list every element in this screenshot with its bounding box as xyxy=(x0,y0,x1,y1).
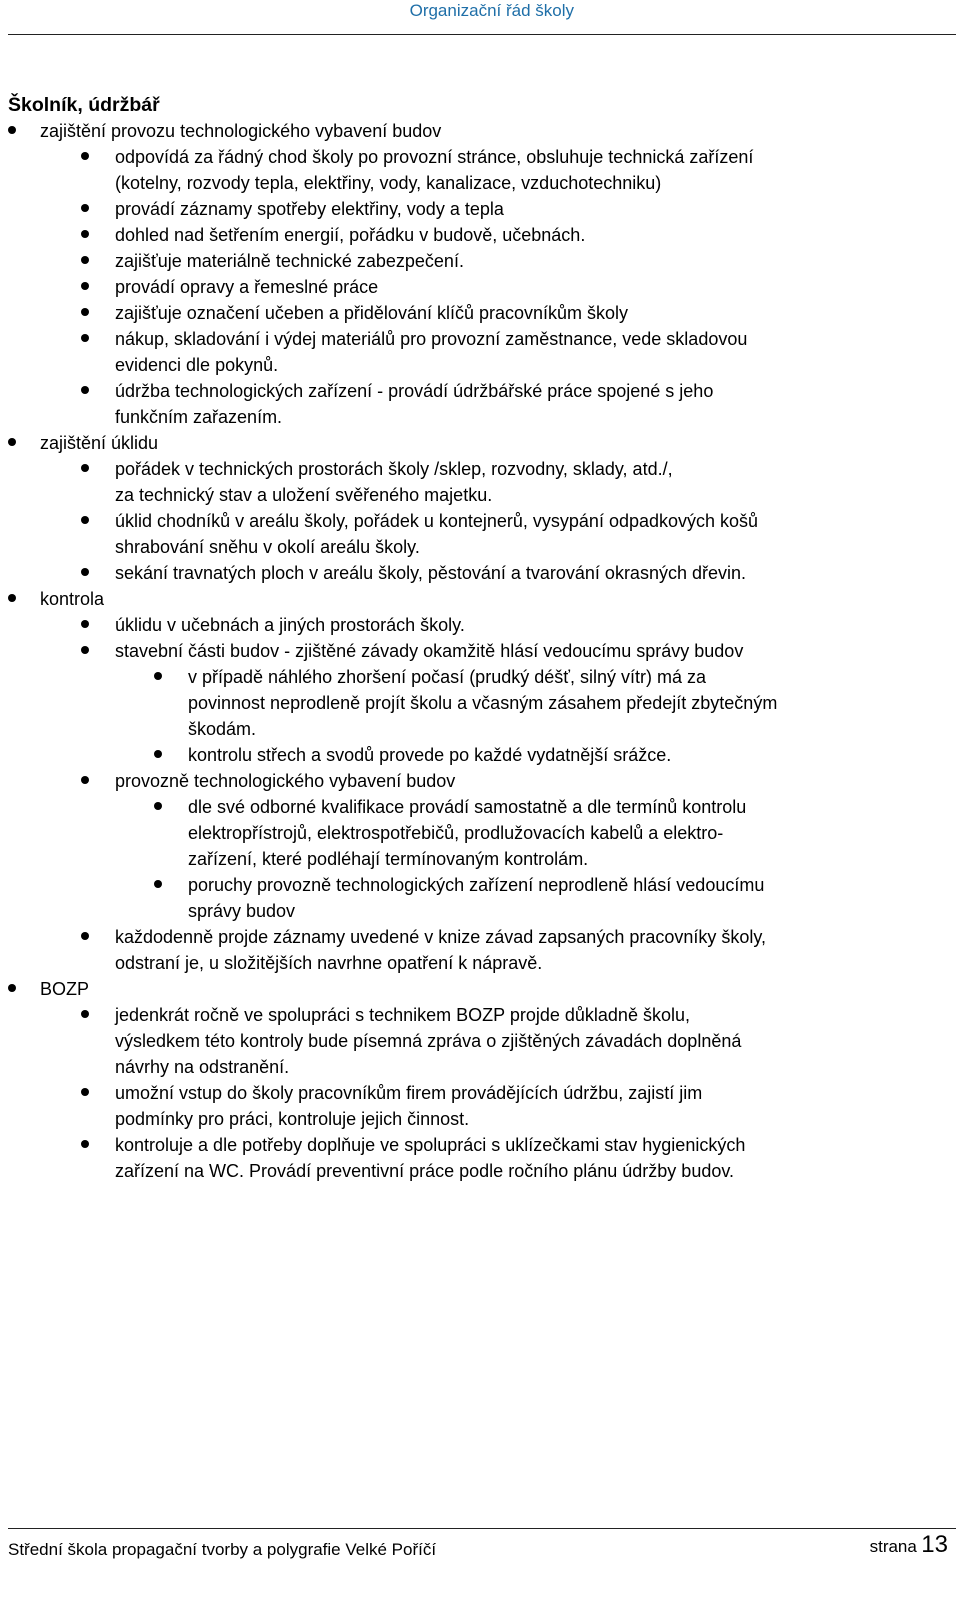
bullet-icon xyxy=(81,516,89,524)
list-item-line xyxy=(8,898,956,924)
list-item-text: zajištění provozu technologického vybavení budov xyxy=(40,121,442,141)
list-item-text: provádí opravy a řemeslné práce xyxy=(115,277,379,297)
list-item-text: povinnost neprodleně projít školu a včasným zásahem předejít zbytečným xyxy=(188,693,778,713)
list-item-line xyxy=(8,1080,956,1106)
list-item-level-2 xyxy=(8,638,956,664)
list-item-level-3 xyxy=(8,872,956,924)
list-item-level-2 xyxy=(8,768,956,794)
duty-list xyxy=(8,118,956,1184)
list-item-line xyxy=(8,664,956,690)
list-item-line xyxy=(8,430,956,456)
list-item-level-3 xyxy=(8,742,956,768)
list-item-line xyxy=(8,846,956,872)
page-number: 13 xyxy=(921,1531,948,1558)
list-item-text: návrhy na odstranění. xyxy=(115,1057,290,1077)
footer-divider xyxy=(8,1528,956,1529)
list-item-line xyxy=(8,586,956,612)
list-item-text: pořádek v technických prostorách školy /sklep, rozvodny, sklady, atd./, xyxy=(115,459,673,479)
list-item-line xyxy=(8,144,956,170)
list-item-text: elektropřístrojů, elektrospotřebičů, prodlužovacích kabelů a elektro- xyxy=(188,823,724,843)
list-item-text: umožní vstup do školy pracovníkům firem provádějících údržbu, zajistí jim xyxy=(115,1083,703,1103)
list-item-level-2 xyxy=(8,1132,956,1184)
bullet-icon xyxy=(81,776,89,784)
list-item-text: každodenně projde záznamy uvedené v knize závad zapsaných pracovníky školy, xyxy=(115,927,767,947)
bullet-icon xyxy=(81,230,89,238)
list-item-text: dle své odborné kvalifikace provádí samostatně a dle termínů kontrolu xyxy=(188,797,747,817)
list-item-line xyxy=(8,768,956,794)
list-item-line xyxy=(8,196,956,222)
bullet-icon xyxy=(8,594,16,602)
list-item-line xyxy=(8,924,956,950)
list-item-level-3 xyxy=(8,664,956,742)
list-item-line xyxy=(8,170,956,196)
bullet-icon xyxy=(81,568,89,576)
bullet-icon xyxy=(154,672,162,680)
list-item-line xyxy=(8,820,956,846)
list-item-text: odpovídá za řádný chod školy po provozní stránce, obsluhuje technická zařízení xyxy=(115,147,754,167)
bullet-icon xyxy=(154,880,162,888)
list-item-text: (kotelny, rozvody tepla, elektřiny, vody, kanalizace, vzduchotechniku) xyxy=(115,173,662,193)
list-item-line xyxy=(8,378,956,404)
list-item-text: kontrolu střech a svodů provede po každé vydatnější srážce. xyxy=(188,745,672,765)
list-item-line xyxy=(8,456,956,482)
list-item-line xyxy=(8,352,956,378)
list-item-line xyxy=(8,794,956,820)
footer-page-info xyxy=(870,1531,948,1559)
list-item-level-2 xyxy=(8,196,956,222)
list-item-text: výsledkem této kontroly bude písemná zpráva o zjištěných závadách doplněná xyxy=(115,1031,742,1051)
bullet-icon xyxy=(81,334,89,342)
list-item-line xyxy=(8,1002,956,1028)
list-item-level-3 xyxy=(8,794,956,872)
list-item-text: zařízení na WC. Provádí preventivní práce podle ročního plánu údržby budov. xyxy=(115,1161,735,1181)
list-item-line xyxy=(8,274,956,300)
list-item-text: kontroluje a dle potřeby doplňuje ve spolupráci s uklízečkami stav hygienických xyxy=(115,1135,746,1155)
list-item-text: evidenci dle pokynů. xyxy=(115,355,279,375)
bullet-icon xyxy=(81,1140,89,1148)
list-item-level-2 xyxy=(8,222,956,248)
list-item-level-2 xyxy=(8,612,956,638)
list-item-text: za technický stav a uložení svěřeného majetku. xyxy=(115,485,493,505)
list-item-text: dohled nad šetřením energií, pořádku v budově, učebnách. xyxy=(115,225,586,245)
list-item-text: zajišťuje materiálně technické zabezpečení. xyxy=(115,251,464,271)
list-item-line xyxy=(8,534,956,560)
bullet-icon xyxy=(81,386,89,394)
header-title: Organizační řád školy xyxy=(409,1,574,20)
bullet-icon xyxy=(81,1088,89,1096)
list-item-level-2 xyxy=(8,326,956,378)
list-item-line xyxy=(8,222,956,248)
header-divider xyxy=(8,34,956,35)
list-item-level-2 xyxy=(8,274,956,300)
list-item-line xyxy=(8,1158,956,1184)
bullet-icon xyxy=(154,802,162,810)
list-item-level-2 xyxy=(8,248,956,274)
bullet-icon xyxy=(81,464,89,472)
bullet-icon xyxy=(81,1010,89,1018)
list-item-line xyxy=(8,326,956,352)
list-item-line xyxy=(8,300,956,326)
bullet-icon xyxy=(81,646,89,654)
list-item-line xyxy=(8,690,956,716)
list-item-level-1 xyxy=(8,430,956,456)
list-item-line xyxy=(8,638,956,664)
list-item-line xyxy=(8,950,956,976)
section-title: Školník, údržbář xyxy=(8,94,160,116)
bullet-icon xyxy=(8,126,16,134)
list-item-text: škodám. xyxy=(188,719,257,739)
list-item-line xyxy=(8,1106,956,1132)
bullet-icon xyxy=(81,282,89,290)
list-item-text: sekání travnatých ploch v areálu školy, pěstování a tvarování okrasných dřevin. xyxy=(115,563,746,583)
list-item-text: kontrola xyxy=(40,589,105,609)
list-item-line xyxy=(8,248,956,274)
list-item-text: odstraní je, u složitějších navrhne opatření k nápravě. xyxy=(115,953,543,973)
page-footer xyxy=(8,1528,956,1588)
list-item-line xyxy=(8,118,956,144)
list-item-line xyxy=(8,976,956,1002)
list-item-text: provozně technologického vybavení budov xyxy=(115,771,456,791)
list-item-line xyxy=(8,1132,956,1158)
list-item-text: zařízení, které podléhají termínovaným kontrolám. xyxy=(188,849,589,869)
bullet-icon xyxy=(81,256,89,264)
list-item-level-2 xyxy=(8,456,956,508)
list-item-text: zajišťuje označení učeben a přidělování klíčů pracovníkům školy xyxy=(115,303,629,323)
bullet-icon xyxy=(81,620,89,628)
list-item-text: správy budov xyxy=(188,901,296,921)
list-item-text: podmínky pro práci, kontroluje jejich činnost. xyxy=(115,1109,470,1129)
list-item-level-2 xyxy=(8,1080,956,1132)
list-item-text: úklid chodníků v areálu školy, pořádek u kontejnerů, vysypání odpadkových košů xyxy=(115,511,759,531)
list-item-text: v případě náhlého zhoršení počasí (prudký déšť, silný vítr) má za xyxy=(188,667,707,687)
list-item-level-2 xyxy=(8,560,956,586)
list-item-text: jedenkrát ročně ve spolupráci s technikem BOZP projde důkladně školu, xyxy=(115,1005,690,1025)
list-item-level-2 xyxy=(8,508,956,560)
list-item-line xyxy=(8,872,956,898)
list-item-level-1 xyxy=(8,976,956,1002)
list-item-line xyxy=(8,742,956,768)
page-header xyxy=(0,0,960,36)
list-item-text: zajištění úklidu xyxy=(40,433,159,453)
list-item-line xyxy=(8,404,956,430)
list-item-text: poruchy provozně technologických zařízení neprodleně hlásí vedoucímu xyxy=(188,875,765,895)
list-item-text: BOZP xyxy=(40,979,90,999)
list-item-line xyxy=(8,612,956,638)
bullet-icon xyxy=(81,932,89,940)
list-item-level-1 xyxy=(8,118,956,144)
list-item-level-1 xyxy=(8,586,956,612)
bullet-icon xyxy=(81,152,89,160)
bullet-icon xyxy=(8,984,16,992)
bullet-icon xyxy=(8,438,16,446)
bullet-icon xyxy=(81,204,89,212)
list-item-level-2 xyxy=(8,144,956,196)
bullet-icon xyxy=(81,308,89,316)
list-item-line xyxy=(8,508,956,534)
list-item-text: funkčním zařazením. xyxy=(115,407,283,427)
list-item-level-2 xyxy=(8,1002,956,1080)
list-item-level-2 xyxy=(8,378,956,430)
list-item-text: provádí záznamy spotřeby elektřiny, vody a tepla xyxy=(115,199,504,219)
page-label: strana xyxy=(869,1537,917,1556)
list-item-level-2 xyxy=(8,300,956,326)
list-item-line xyxy=(8,560,956,586)
list-item-text: stavební části budov - zjištěné závady okamžitě hlásí vedoucímu správy budov xyxy=(115,641,744,661)
list-item-text: nákup, skladování i výdej materiálů pro provozní zaměstnance, vede skladovou xyxy=(115,329,748,349)
list-item-line xyxy=(8,482,956,508)
list-item-line xyxy=(8,716,956,742)
list-item-level-2 xyxy=(8,924,956,976)
bullet-icon xyxy=(154,750,162,758)
list-item-text: údržba technologických zařízení - provádí údržbářské práce spojené s jeho xyxy=(115,381,714,401)
list-item-text: shrabování sněhu v okolí areálu školy. xyxy=(115,537,420,557)
document-body xyxy=(8,92,956,1184)
list-item-line xyxy=(8,1028,956,1054)
footer-school-name: Střední škola propagační tvorby a polygrafie Velké Poříčí xyxy=(8,1540,437,1559)
list-item-text: úklidu v učebnách a jiných prostorách školy. xyxy=(115,615,465,635)
list-item-line xyxy=(8,1054,956,1080)
